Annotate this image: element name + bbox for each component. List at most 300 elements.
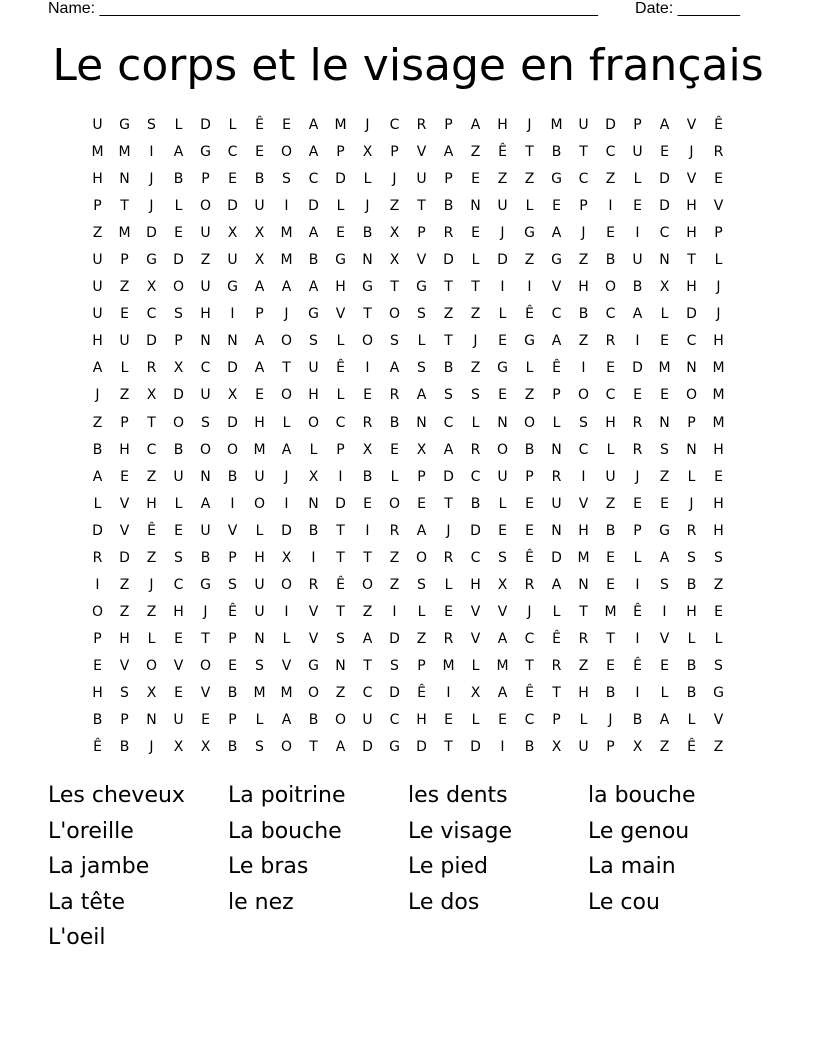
grid-letter: S bbox=[309, 333, 318, 350]
grid-letter: E bbox=[660, 657, 669, 674]
grid-letter: L bbox=[309, 441, 318, 458]
grid-letter: G bbox=[146, 252, 157, 269]
grid-letter: Z bbox=[200, 252, 211, 269]
grid-letter: U bbox=[254, 603, 265, 620]
grid-letter: D bbox=[416, 739, 427, 756]
grid-letter: E bbox=[714, 171, 723, 188]
grid-letter: H bbox=[605, 414, 616, 431]
grid-letter: R bbox=[308, 576, 319, 593]
grid-letter: L bbox=[714, 252, 723, 269]
grid-letter: J bbox=[365, 117, 370, 133]
grid-letter: X bbox=[416, 441, 427, 458]
grid-letter: C bbox=[146, 306, 157, 323]
grid-letter: Ê bbox=[633, 657, 642, 674]
grid-letter: L bbox=[687, 630, 696, 647]
grid-letter: P bbox=[390, 144, 399, 161]
grid-letter: S bbox=[390, 657, 399, 674]
grid-letter: R bbox=[632, 441, 643, 458]
grid-letter: A bbox=[659, 712, 670, 729]
grid-letter: I bbox=[635, 576, 640, 593]
grid-letter: Ê bbox=[525, 306, 534, 323]
grid-letter: I bbox=[392, 603, 397, 620]
grid-letter: T bbox=[552, 684, 561, 701]
grid-letter: B bbox=[605, 522, 616, 539]
grid-letter: M bbox=[118, 225, 131, 242]
grid-letter: T bbox=[336, 603, 345, 620]
grid-letter: D bbox=[443, 252, 454, 269]
word-list-item: La poitrine bbox=[228, 783, 346, 808]
grid-letter: D bbox=[551, 549, 562, 566]
grid-letter: T bbox=[687, 252, 696, 269]
grid-letter: S bbox=[147, 117, 156, 133]
grid-letter: D bbox=[92, 522, 103, 539]
grid-letter: J bbox=[608, 712, 613, 729]
grid-letter: E bbox=[714, 468, 723, 485]
grid-letter: U bbox=[92, 279, 103, 296]
grid-letter: Ê bbox=[687, 739, 696, 756]
grid-letter: E bbox=[660, 333, 669, 350]
grid-letter: C bbox=[578, 171, 589, 188]
grid-letter: J bbox=[149, 739, 154, 756]
grid-letter: O bbox=[172, 279, 185, 296]
grid-letter: U bbox=[362, 712, 373, 729]
grid-letter: D bbox=[146, 225, 157, 242]
grid-letter: L bbox=[687, 712, 696, 729]
grid-letter: J bbox=[527, 117, 532, 133]
grid-letter: I bbox=[635, 630, 640, 647]
grid-letter: E bbox=[255, 144, 264, 161]
grid-letter: A bbox=[389, 360, 400, 377]
grid-letter: Z bbox=[713, 739, 724, 756]
grid-letter: H bbox=[416, 712, 427, 729]
grid-letter: E bbox=[606, 225, 615, 242]
grid-letter: X bbox=[146, 279, 157, 296]
grid-letter: V bbox=[470, 603, 481, 620]
grid-letter: R bbox=[146, 360, 157, 377]
grid-letter: D bbox=[308, 198, 319, 215]
grid-letter: G bbox=[308, 657, 319, 674]
grid-letter: I bbox=[311, 549, 316, 566]
grid-letter: D bbox=[470, 522, 481, 539]
grid-letter: I bbox=[230, 495, 235, 512]
grid-letter: Ê bbox=[633, 603, 642, 620]
grid-letter: J bbox=[527, 603, 532, 620]
grid-letter: L bbox=[471, 414, 480, 431]
grid-letter: H bbox=[497, 117, 508, 133]
grid-letter: H bbox=[254, 414, 265, 431]
grid-letter: A bbox=[308, 117, 319, 133]
grid-letter: B bbox=[227, 468, 238, 485]
grid-letter: T bbox=[390, 279, 399, 296]
grid-letter: O bbox=[307, 684, 320, 701]
grid-letter: P bbox=[93, 630, 102, 647]
grid-letter: U bbox=[605, 468, 616, 485]
grid-letter: E bbox=[282, 117, 291, 133]
grid-letter: P bbox=[417, 657, 426, 674]
grid-letter: G bbox=[416, 279, 427, 296]
grid-letter: N bbox=[551, 441, 562, 458]
grid-letter: E bbox=[363, 387, 372, 404]
grid-letter: H bbox=[119, 630, 130, 647]
grid-letter: C bbox=[443, 414, 454, 431]
grid-letter: M bbox=[280, 252, 293, 269]
grid-letter: O bbox=[361, 333, 374, 350]
grid-letter: X bbox=[632, 739, 643, 756]
grid-letter: Z bbox=[713, 576, 724, 593]
grid-letter: B bbox=[470, 495, 481, 512]
grid-letter: P bbox=[525, 468, 534, 485]
grid-letter: Ê bbox=[417, 684, 426, 701]
grid-letter: X bbox=[362, 441, 373, 458]
grid-letter: C bbox=[686, 333, 697, 350]
grid-letter: U bbox=[200, 225, 211, 242]
grid-letter: C bbox=[173, 576, 184, 593]
grid-letter: L bbox=[174, 117, 183, 133]
grid-letter: Z bbox=[659, 739, 670, 756]
grid-letter: Ê bbox=[336, 576, 345, 593]
grid-letter: V bbox=[416, 144, 427, 161]
grid-letter: B bbox=[389, 414, 400, 431]
grid-letter: Z bbox=[470, 360, 481, 377]
grid-letter: U bbox=[173, 712, 184, 729]
grid-letter: T bbox=[525, 657, 534, 674]
grid-letter: H bbox=[173, 603, 184, 620]
grid-letter: L bbox=[579, 712, 588, 729]
grid-letter: J bbox=[689, 144, 694, 161]
grid-letter: G bbox=[335, 252, 346, 269]
grid-letter: M bbox=[658, 360, 671, 377]
grid-letter: E bbox=[201, 712, 210, 729]
grid-letter: P bbox=[417, 468, 426, 485]
grid-letter: H bbox=[308, 387, 319, 404]
grid-letter: I bbox=[662, 603, 667, 620]
grid-letter: C bbox=[524, 630, 535, 647]
word-list bbox=[48, 778, 768, 956]
grid-letter: J bbox=[689, 495, 694, 512]
grid-letter: Z bbox=[92, 414, 103, 431]
grid-letter: C bbox=[227, 144, 238, 161]
grid-letter: E bbox=[390, 441, 399, 458]
grid-letter: B bbox=[308, 252, 319, 269]
grid-letter: G bbox=[389, 739, 400, 756]
grid-letter: I bbox=[581, 360, 586, 377]
grid-letter: A bbox=[254, 360, 265, 377]
grid-letter: U bbox=[200, 522, 211, 539]
grid-letter: T bbox=[336, 522, 345, 539]
grid-letter: E bbox=[660, 495, 669, 512]
grid-letter: N bbox=[335, 657, 346, 674]
grid-letter: X bbox=[470, 684, 481, 701]
grid-letter: B bbox=[227, 739, 238, 756]
grid-letter: H bbox=[92, 333, 103, 350]
grid-letter: P bbox=[552, 387, 561, 404]
grid-letter: P bbox=[120, 414, 129, 431]
grid-letter: Z bbox=[470, 306, 481, 323]
grid-letter: V bbox=[308, 630, 319, 647]
grid-letter: U bbox=[308, 360, 319, 377]
grid-letter: H bbox=[200, 306, 211, 323]
grid-letter: J bbox=[95, 387, 100, 404]
grid-letter: Z bbox=[119, 576, 130, 593]
grid-letter: O bbox=[523, 414, 536, 431]
grid-letter: L bbox=[660, 684, 669, 701]
grid-letter: C bbox=[389, 712, 400, 729]
grid-letter: C bbox=[470, 549, 481, 566]
grid-letter: C bbox=[605, 387, 616, 404]
grid-letter: O bbox=[415, 549, 428, 566]
grid-letter: Z bbox=[146, 549, 157, 566]
grid-letter: L bbox=[525, 360, 534, 377]
grid-letter: N bbox=[686, 360, 697, 377]
grid-letter: O bbox=[577, 387, 590, 404]
grid-letter: B bbox=[119, 739, 130, 756]
grid-letter: Z bbox=[119, 603, 130, 620]
grid-letter: T bbox=[444, 279, 453, 296]
grid-letter: B bbox=[308, 712, 319, 729]
grid-letter: I bbox=[95, 576, 100, 593]
grid-letter: I bbox=[284, 198, 289, 215]
grid-letter: E bbox=[228, 171, 237, 188]
grid-letter: C bbox=[308, 171, 319, 188]
grid-letter: H bbox=[713, 522, 724, 539]
grid-letter: U bbox=[227, 252, 238, 269]
grid-letter: R bbox=[389, 387, 400, 404]
grid-letter: O bbox=[334, 712, 347, 729]
grid-letter: B bbox=[92, 712, 103, 729]
grid-letter: V bbox=[551, 279, 562, 296]
grid-letter: B bbox=[524, 441, 535, 458]
grid-letter: P bbox=[633, 522, 642, 539]
grid-letter: R bbox=[389, 522, 400, 539]
grid-letter: J bbox=[284, 468, 289, 485]
grid-letter: B bbox=[92, 441, 103, 458]
grid-letter: B bbox=[200, 549, 211, 566]
date-field-label: Date: _______ bbox=[635, 0, 740, 17]
grid-letter: D bbox=[119, 549, 130, 566]
grid-letter: L bbox=[498, 495, 507, 512]
grid-letter: J bbox=[149, 171, 154, 188]
grid-letter: A bbox=[173, 144, 184, 161]
grid-letter: I bbox=[635, 333, 640, 350]
grid-letter: D bbox=[443, 468, 454, 485]
grid-letter: X bbox=[389, 225, 400, 242]
grid-letter: S bbox=[255, 739, 264, 756]
grid-letter: G bbox=[227, 279, 238, 296]
grid-letter: A bbox=[254, 279, 265, 296]
grid-letter: S bbox=[660, 576, 669, 593]
grid-letter: O bbox=[388, 306, 401, 323]
grid-letter: T bbox=[201, 630, 210, 647]
grid-letter: L bbox=[687, 468, 696, 485]
grid-letter: B bbox=[632, 279, 643, 296]
grid-letter: M bbox=[442, 657, 455, 674]
grid-letter: U bbox=[551, 495, 562, 512]
grid-letter: A bbox=[659, 549, 670, 566]
grid-letter: A bbox=[416, 522, 427, 539]
grid-letter: A bbox=[443, 441, 454, 458]
grid-letter: O bbox=[91, 603, 104, 620]
grid-letter: U bbox=[200, 279, 211, 296]
grid-letter: I bbox=[365, 360, 370, 377]
grid-letter: R bbox=[470, 441, 481, 458]
grid-letter: S bbox=[201, 414, 210, 431]
grid-letter: S bbox=[228, 576, 237, 593]
grid-letter: H bbox=[578, 522, 589, 539]
grid-letter: X bbox=[362, 144, 373, 161]
grid-letter: L bbox=[606, 441, 615, 458]
grid-letter: Z bbox=[389, 576, 400, 593]
grid-letter: O bbox=[280, 144, 293, 161]
grid-letter: P bbox=[228, 712, 237, 729]
grid-letter: E bbox=[633, 387, 642, 404]
grid-letter: P bbox=[444, 171, 453, 188]
grid-letter: E bbox=[174, 630, 183, 647]
grid-letter: V bbox=[335, 306, 346, 323]
grid-letter: N bbox=[416, 414, 427, 431]
grid-letter: V bbox=[119, 657, 130, 674]
word-search-grid bbox=[84, 112, 732, 761]
grid-letter: A bbox=[92, 468, 103, 485]
grid-letter: E bbox=[120, 306, 129, 323]
grid-letter: B bbox=[362, 468, 373, 485]
grid-letter: U bbox=[497, 468, 508, 485]
grid-letter: X bbox=[308, 468, 319, 485]
grid-letter: E bbox=[606, 657, 615, 674]
grid-letter: Z bbox=[389, 549, 400, 566]
grid-letter: X bbox=[551, 739, 562, 756]
grid-letter: G bbox=[551, 171, 562, 188]
grid-letter: J bbox=[635, 468, 640, 485]
word-list-item: L'oreille bbox=[48, 818, 134, 844]
grid-letter: Ê bbox=[147, 522, 156, 539]
grid-letter: T bbox=[120, 198, 129, 215]
grid-letter: Ê bbox=[93, 739, 102, 756]
grid-letter: C bbox=[389, 117, 400, 133]
grid-letter: N bbox=[362, 252, 373, 269]
grid-letter: Z bbox=[524, 171, 535, 188]
grid-letter: L bbox=[255, 522, 264, 539]
grid-letter: U bbox=[632, 144, 643, 161]
grid-letter: M bbox=[280, 225, 293, 242]
grid-letter: J bbox=[392, 171, 397, 188]
grid-letter: J bbox=[716, 306, 721, 323]
grid-letter: Ê bbox=[336, 360, 345, 377]
grid-letter: D bbox=[389, 684, 400, 701]
word-list-item: Le dos bbox=[408, 889, 480, 915]
grid-letter: M bbox=[253, 684, 266, 701]
word-list-item: Le genou bbox=[588, 818, 690, 844]
grid-letter: N bbox=[200, 468, 211, 485]
grid-letter: X bbox=[146, 684, 157, 701]
grid-letter: L bbox=[336, 198, 345, 215]
grid-letter: L bbox=[255, 712, 264, 729]
grid-letter: T bbox=[606, 630, 615, 647]
grid-letter: O bbox=[388, 495, 401, 512]
grid-letter: N bbox=[686, 441, 697, 458]
grid-letter: M bbox=[712, 414, 725, 431]
grid-letter: H bbox=[92, 171, 103, 188]
grid-letter: L bbox=[336, 333, 345, 350]
grid-letter: T bbox=[444, 495, 453, 512]
grid-letter: B bbox=[605, 684, 616, 701]
grid-letter: X bbox=[497, 576, 508, 593]
grid-letter: Z bbox=[119, 387, 130, 404]
grid-letter: D bbox=[173, 387, 184, 404]
grid-letter: S bbox=[417, 306, 426, 323]
grid-letter: L bbox=[174, 198, 183, 215]
grid-letter: A bbox=[281, 279, 292, 296]
grid-letter: L bbox=[417, 333, 426, 350]
grid-letter: S bbox=[417, 360, 426, 377]
grid-letter: G bbox=[119, 117, 130, 133]
grid-letter: L bbox=[417, 603, 426, 620]
grid-letter: Z bbox=[389, 198, 400, 215]
grid-letter: E bbox=[336, 225, 345, 242]
grid-letter: U bbox=[200, 387, 211, 404]
grid-letter: U bbox=[92, 252, 103, 269]
grid-letter: H bbox=[146, 495, 157, 512]
grid-letter: P bbox=[228, 630, 237, 647]
grid-letter: O bbox=[280, 739, 293, 756]
grid-letter: U bbox=[254, 198, 265, 215]
grid-letter: I bbox=[608, 198, 613, 215]
grid-letter: H bbox=[713, 441, 724, 458]
grid-letter: X bbox=[173, 360, 184, 377]
grid-letter: M bbox=[712, 387, 725, 404]
grid-letter: L bbox=[336, 387, 345, 404]
grid-letter: I bbox=[230, 306, 235, 323]
grid-letter: P bbox=[336, 441, 345, 458]
grid-letter: L bbox=[174, 495, 183, 512]
grid-letter: X bbox=[254, 252, 265, 269]
grid-letter: D bbox=[632, 360, 643, 377]
grid-letter: J bbox=[500, 225, 505, 242]
grid-letter: O bbox=[307, 414, 320, 431]
grid-letter: H bbox=[254, 549, 265, 566]
grid-letter: D bbox=[200, 117, 211, 133]
grid-letter: T bbox=[417, 198, 426, 215]
grid-letter: S bbox=[498, 549, 507, 566]
grid-letter: T bbox=[525, 144, 534, 161]
grid-letter: P bbox=[93, 198, 102, 215]
grid-letter: E bbox=[174, 225, 183, 242]
grid-letter: R bbox=[686, 522, 697, 539]
grid-letter: L bbox=[471, 712, 480, 729]
grid-letter: D bbox=[659, 198, 670, 215]
grid-letter: D bbox=[335, 171, 346, 188]
grid-letter: L bbox=[714, 630, 723, 647]
grid-letter: H bbox=[713, 333, 724, 350]
word-list-item: La bouche bbox=[228, 818, 342, 844]
grid-letter: T bbox=[363, 549, 372, 566]
grid-letter: A bbox=[416, 387, 427, 404]
grid-letter: A bbox=[308, 279, 319, 296]
grid-letter: N bbox=[254, 630, 265, 647]
grid-letter: O bbox=[280, 333, 293, 350]
grid-letter: E bbox=[606, 549, 615, 566]
grid-letter: M bbox=[604, 603, 617, 620]
grid-letter: A bbox=[308, 225, 319, 242]
grid-letter: Z bbox=[146, 603, 157, 620]
grid-letter: S bbox=[444, 387, 453, 404]
grid-letter: O bbox=[496, 441, 509, 458]
grid-letter: N bbox=[146, 712, 157, 729]
grid-letter: C bbox=[578, 441, 589, 458]
grid-letter: B bbox=[362, 225, 373, 242]
grid-letter: L bbox=[633, 171, 642, 188]
grid-letter: U bbox=[254, 576, 265, 593]
grid-letter: Z bbox=[443, 306, 454, 323]
